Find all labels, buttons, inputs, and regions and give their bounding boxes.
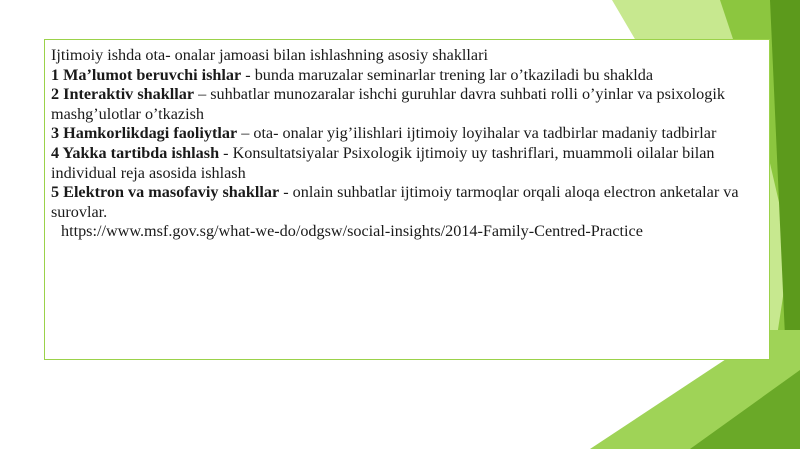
- source-link[interactable]: https://www.msf.gov.sg/what-we-do/odgsw/social-insights/2014-Family-Centred-Practice: [61, 222, 643, 241]
- slide-heading: Ijtimoiy ishda ota- onalar jamoasi bilan ishlashning asosiy shakllari: [51, 46, 488, 64]
- item-title: 1 Ma’lumot beruvchi ishlar: [51, 65, 242, 84]
- item-separator: -: [219, 143, 233, 162]
- list-item: [51, 183, 763, 222]
- item-title: 5 Elektron va masofaviy shakllar: [51, 183, 280, 202]
- item-text: Konsultatsiyalar Psixologik ijtimoiy uy tashriflari, muammoli oilalar bilan individual reja asosida ishlash: [51, 143, 715, 182]
- item-title: 3 Hamkorlikdagi faoliytlar: [51, 124, 238, 143]
- item-separator: –: [194, 85, 211, 104]
- item-text: bunda maruzalar seminarlar trening lar o’tkaziladi bu shaklda: [254, 65, 654, 84]
- list-item: [51, 144, 763, 183]
- item-title: 4 Yakka tartibda ishlash: [51, 143, 220, 162]
- item-separator: -: [279, 183, 293, 202]
- list-item: [51, 66, 763, 86]
- item-text: suhbatlar munozaralar ishchi guruhlar davra suhbati rolli o’yinlar va psixologik mashg’ulotlar o’tkazish: [51, 85, 725, 123]
- item-separator: –: [237, 124, 254, 143]
- item-text: ota- onalar yig’ilishlari ijtimoiy loyihalar va tadbirlar madaniy tadbirlar: [253, 124, 717, 143]
- item-separator: -: [241, 65, 255, 84]
- content-text-box: [44, 39, 770, 360]
- list-item: [51, 124, 763, 144]
- item-text: onlain suhbatlar ijtimoiy tarmoqlar orqali aloqa electron anketalar va surovlar.: [51, 183, 739, 221]
- list-item: [51, 85, 763, 124]
- item-title: 2 Interaktiv shakllar: [51, 85, 195, 104]
